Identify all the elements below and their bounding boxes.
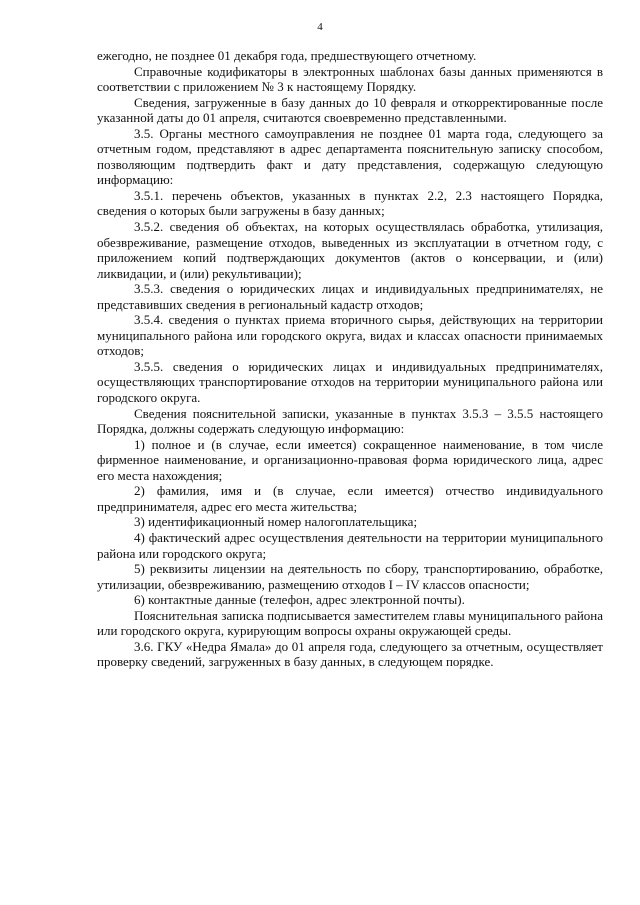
- paragraph: Сведения, загруженные в базу данных до 10 февраля и откорректированные после указанной даты до 01 апреля, считаются своевременно представленными.: [97, 94, 603, 126]
- paragraph: Пояснительная записка подписывается заместителем главы муниципального района или городского округа, курирующим вопросы охраны окружающей среды.: [97, 607, 603, 639]
- paragraph: 3.5.1. перечень объектов, указанных в пунктах 2.2, 2.3 настоящего Порядка, сведения о которых были загружены в базу данных;: [97, 187, 603, 219]
- list-item: 6) контактные данные (телефон, адрес электронной почты).: [134, 592, 465, 608]
- paragraph: ежегодно, не позднее 01 декабря года, предшествующего отчетному.: [97, 48, 477, 63]
- list-item: 5) реквизиты лицензии на деятельность по сбору, транспортированию, обработке, утилизации, обезвреживанию, размещению отходов I – IV классов опасности;: [97, 561, 603, 592]
- paragraph: 3.5. Органы местного самоуправления не позднее 01 марта года, следующего за отчетным годом, представляют в адрес департамента пояснительную записку способом, позволяющим подтвердить факт и дату представления, содержащую следующую информацию:: [97, 125, 603, 188]
- list-item: 4) фактический адрес осуществления деятельности на территории муниципального района или городского округа;: [97, 529, 603, 561]
- document-body: [97, 48, 603, 670]
- paragraph: 3.5.2. сведения об объектах, на которых осуществлялась обработка, утилизация, обезвреживание, размещение отходов, выведенных из эксплуатации в отчетном году, с приложением копий подтверждающих документов (актов о консервации, и (или) ликвидации, и (или) рекультивации);: [97, 219, 603, 281]
- list-item: 3) идентификационный номер налогоплательщика;: [134, 514, 418, 530]
- page-number: 4: [317, 21, 323, 33]
- paragraph: 3.5.4. сведения о пунктах приема вторичного сырья, действующих на территории муниципального района или городского округа, видах и классах опасности принимаемых отходов;: [97, 312, 603, 359]
- list-item: 2) фамилия, имя и (в случае, если имеется) отчество индивидуального предпринимателя, адрес его места жительства;: [97, 483, 603, 514]
- paragraph: 3.5.5. сведения о юридических лицах и индивидуальных предпринимателях, осуществляющих транспортирование отходов на территории муниципального района или городского округа.: [97, 358, 603, 406]
- paragraph: Сведения пояснительной записки, указанные в пунктах 3.5.3 – 3.5.5 настоящего Порядка, должны содержать следующую информацию:: [97, 405, 603, 437]
- paragraph: 3.6. ГКУ «Недра Ямала» до 01 апреля года, следующего за отчетным, осуществляет проверку сведений, загруженных в базу данных, в следующем порядке.: [97, 638, 603, 670]
- paragraph: Справочные кодификаторы в электронных шаблонах базы данных применяются в соответствии с приложением № 3 к настоящему Порядку.: [97, 63, 603, 95]
- list-item: 1) полное и (в случае, если имеется) сокращенное наименование, в том числе фирменное наименование, и организационно-правовая форма юридического лица, адрес его места нахождения;: [97, 436, 603, 483]
- paragraph: 3.5.3. сведения о юридических лицах и индивидуальных предпринимателях, не представивших сведения в региональный кадастр отходов;: [97, 281, 603, 312]
